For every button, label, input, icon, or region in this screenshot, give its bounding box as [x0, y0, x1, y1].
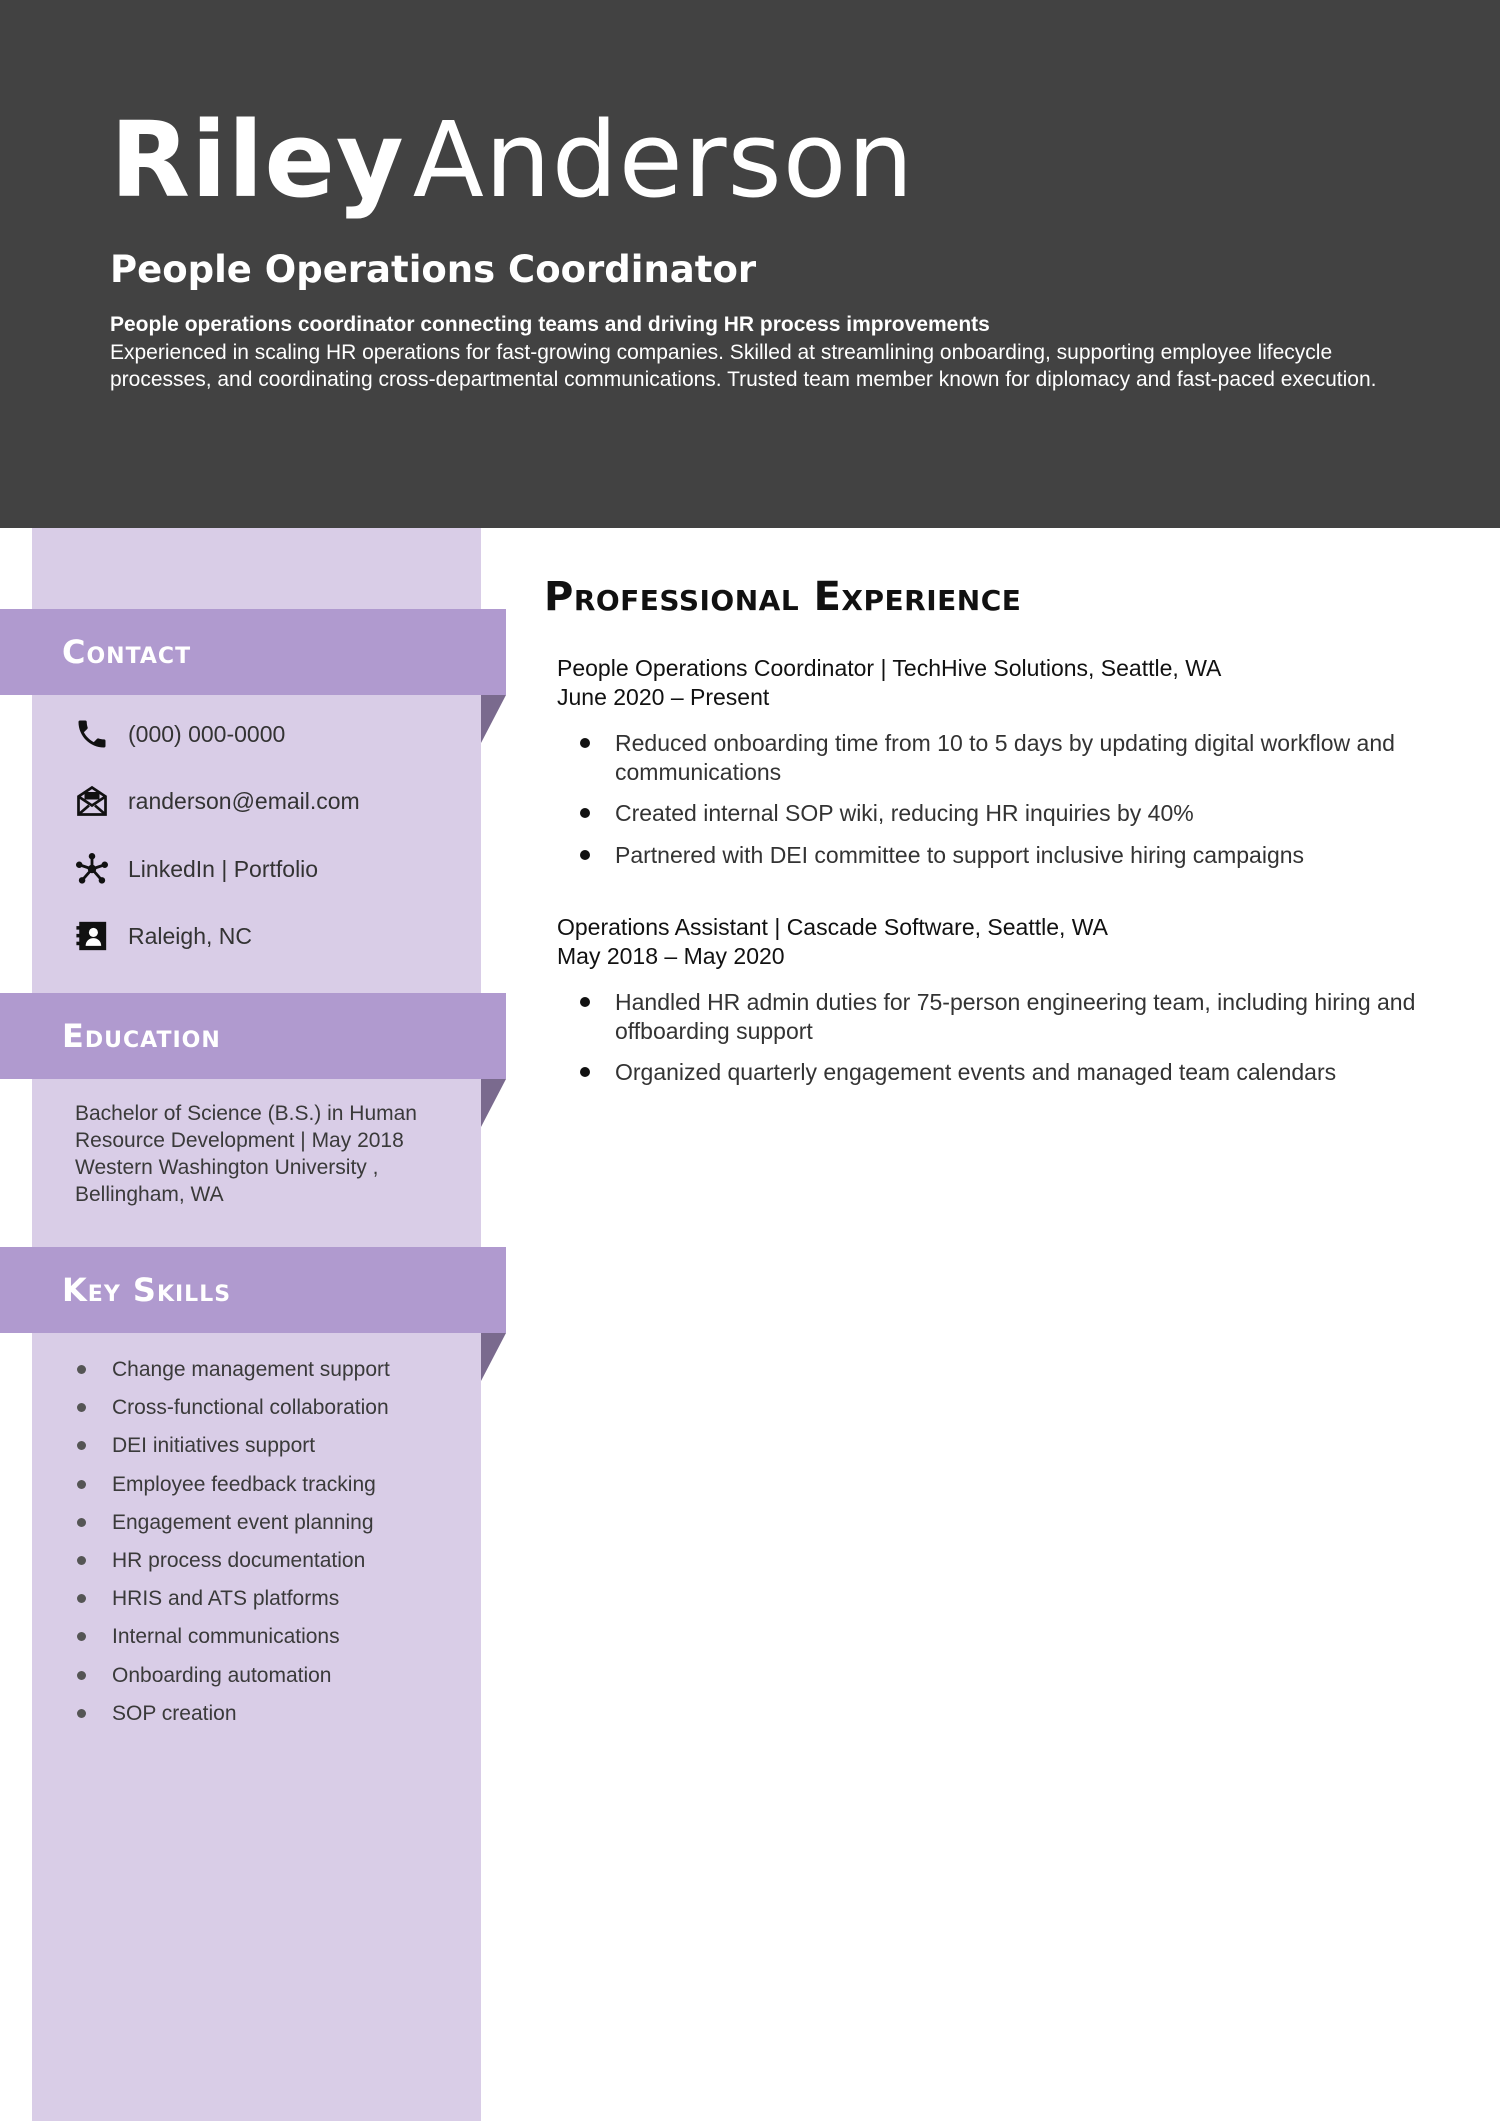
phone-text: (000) 000-0000 [128, 720, 286, 747]
education-banner-fold [481, 1079, 506, 1127]
skill-label: Engagement event planning [112, 1510, 374, 1534]
skills-banner-fold [481, 1333, 506, 1381]
skill-item [75, 1471, 390, 1509]
skills-banner [0, 1247, 506, 1333]
bullet-icon [77, 1480, 86, 1489]
job-entry [557, 913, 1467, 1100]
bullet-icon [77, 1441, 86, 1450]
skill-item [75, 1509, 390, 1547]
network-icon [72, 849, 112, 889]
skill-label: SOP creation [112, 1701, 237, 1725]
skill-label: Cross-functional collaboration [112, 1396, 389, 1420]
tagline: People operations coordinator connecting teams and driving HR process improvements [110, 313, 990, 336]
bullet-icon [77, 1632, 86, 1641]
job-bullet [557, 841, 1467, 870]
job-bullet [557, 729, 1467, 786]
education-details [75, 1100, 475, 1208]
job-bullet [557, 799, 1467, 828]
bullet-icon [77, 1709, 86, 1718]
bullet-icon [77, 1518, 86, 1527]
skill-item [75, 1662, 390, 1700]
bullet-icon [580, 738, 590, 748]
phone-icon [72, 714, 112, 754]
job-title: Operations Assistant | Cascade Software, Seattle, WA [557, 914, 1108, 940]
education-line: Bellingham, WA [75, 1183, 224, 1206]
skill-item [75, 1623, 390, 1661]
job-entry [557, 654, 1467, 882]
contact-location [72, 914, 252, 958]
resume-header [0, 0, 1500, 528]
bullet-icon [77, 1671, 86, 1680]
job-bullets [557, 729, 1467, 869]
skill-item [75, 1356, 390, 1394]
candidate-name [110, 99, 915, 221]
first-name: Riley [110, 99, 405, 221]
skill-item [75, 1547, 390, 1585]
links-text: LinkedIn | Portfolio [128, 855, 319, 882]
education-title: Education [62, 1017, 221, 1055]
bullet-icon [580, 808, 590, 818]
job-bullet-text: Created internal SOP wiki, reducing HR inquiries by 40% [615, 800, 1194, 826]
skill-label: HRIS and ATS platforms [112, 1587, 340, 1611]
location-icon [72, 916, 112, 956]
skill-label: Change management support [112, 1358, 390, 1381]
skill-label: Onboarding automation [112, 1663, 332, 1687]
job-bullet-text: Organized quarterly engagement events and managed team calendars [615, 1059, 1337, 1085]
contact-banner-fold [481, 695, 506, 743]
job-bullet-text: Partnered with DEI committee to support inclusive hiring campaigns [615, 841, 1305, 868]
experience-title: Professional Experience [544, 574, 1022, 620]
skills-list [75, 1356, 390, 1738]
skill-label: DEI initiatives support [112, 1434, 316, 1458]
skill-item [75, 1585, 390, 1623]
last-name: Anderson [412, 99, 915, 221]
summary: Experienced in scaling HR operations for fast-growing companies. Skilled at streamlining onboarding, supporting employee lifecycle processes, and coordinating cross-departmental communications. Trusted team member known for diplomacy and fast-paced execution. [110, 341, 1377, 391]
contact-email [72, 779, 360, 823]
skill-label: Employee feedback tracking [112, 1472, 376, 1496]
job-bullets [557, 988, 1467, 1087]
email-text: randerson@email.com [128, 787, 360, 814]
location-text: Raleigh, NC [128, 922, 252, 949]
bullet-icon [77, 1556, 86, 1565]
education-line: Resource Development | May 2018 [75, 1129, 404, 1152]
skill-item [75, 1432, 390, 1470]
bullet-icon [77, 1365, 86, 1374]
job-bullet [557, 988, 1467, 1045]
email-icon [72, 781, 112, 821]
job-bullet-text: Reduced onboarding time from 10 to 5 days by updating digital workflow and communications [615, 730, 1395, 785]
job-bullet-text: Handled HR admin duties for 75-person engineering team, including hiring and offboarding support [615, 989, 1416, 1044]
job-dates: June 2020 – Present [557, 684, 770, 710]
skill-label: Internal communications [112, 1625, 340, 1649]
skill-label: HR process documentation [112, 1548, 366, 1572]
contact-title: Contact [62, 633, 192, 671]
education-line: Western Washington University , [75, 1156, 379, 1179]
skills-title: Key Skills [62, 1271, 232, 1309]
bullet-icon [580, 997, 590, 1007]
bullet-icon [77, 1594, 86, 1603]
skill-item [75, 1700, 390, 1738]
education-banner [0, 993, 506, 1079]
education-line: Bachelor of Science (B.S.) in Human [75, 1102, 417, 1125]
contact-links [72, 847, 318, 891]
job-dates: May 2018 – May 2020 [557, 943, 785, 969]
bullet-icon [580, 1067, 590, 1077]
contact-phone [72, 712, 285, 756]
skill-item [75, 1394, 390, 1432]
job-bullet [557, 1058, 1467, 1087]
bullet-icon [580, 850, 590, 860]
contact-banner [0, 609, 506, 695]
headline: People Operations Coordinator [110, 248, 757, 291]
job-title: People Operations Coordinator | TechHive Solutions, Seattle, WA [557, 655, 1222, 681]
bullet-icon [77, 1403, 86, 1412]
